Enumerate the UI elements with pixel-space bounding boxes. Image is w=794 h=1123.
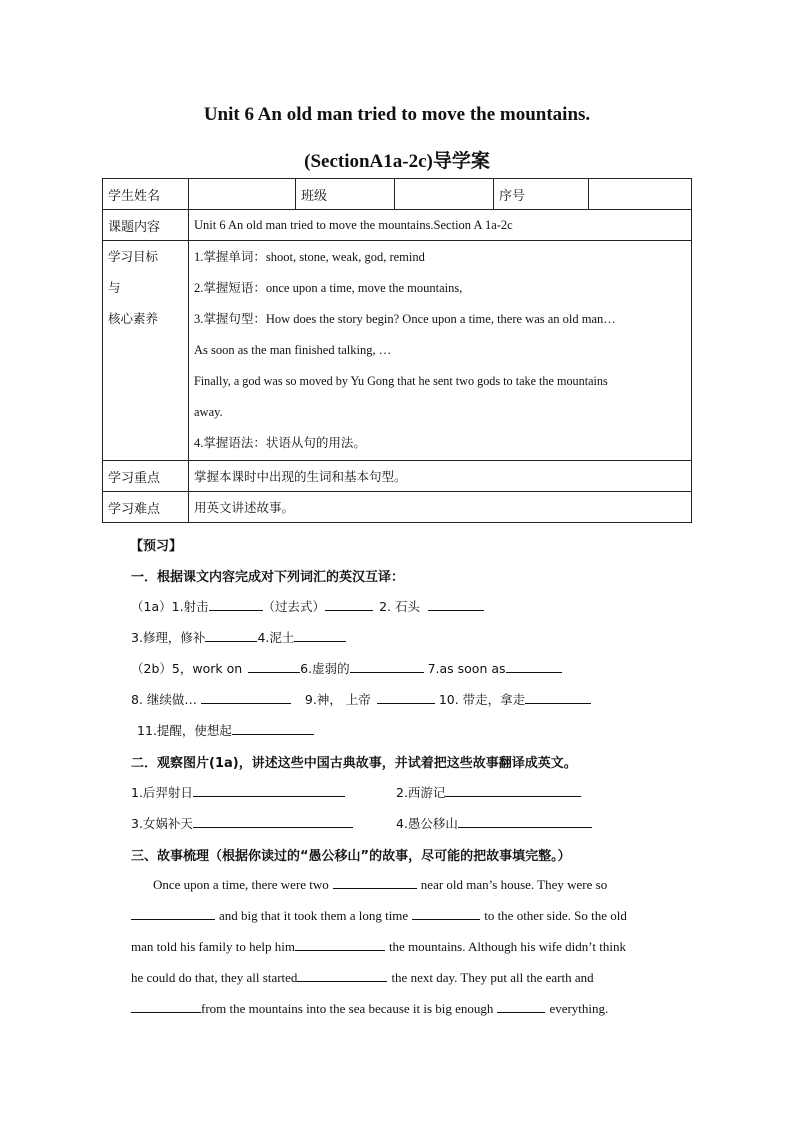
answer-blank[interactable] bbox=[294, 629, 346, 642]
answer-blank[interactable] bbox=[209, 598, 263, 611]
story-paragraph-line bbox=[131, 907, 627, 924]
answer-blank[interactable] bbox=[232, 722, 314, 735]
difficulties-label: 学习难点 bbox=[103, 492, 189, 523]
answer-blank[interactable] bbox=[205, 629, 257, 642]
objective-line: away. bbox=[194, 405, 223, 419]
objective-line: 4.掌握语法：状语从句的用法。 bbox=[194, 436, 366, 450]
objective-line: 2.掌握短语：once upon a time, move the mountains, bbox=[194, 281, 463, 295]
objectives-content bbox=[189, 241, 692, 461]
paragraph-text: he could do that, they all started bbox=[131, 970, 298, 985]
student-name-field[interactable] bbox=[189, 179, 296, 210]
vocab-item: （1a）1.射击 bbox=[131, 599, 209, 614]
objective-line: 3.掌握句型：How does the story begin? Once upon a time, there was an old man… bbox=[194, 312, 616, 326]
objectives-label-line: 与 bbox=[108, 280, 121, 295]
key-points-value: 掌握本课时中出现的生词和基本句型。 bbox=[189, 461, 692, 492]
paragraph-text: to the other side. So the old bbox=[484, 908, 627, 923]
objectives-label-line: 学习目标 bbox=[108, 249, 159, 264]
section2-title: 二．观察图片(1a)，讲述这些中国古典故事，并试着把这些故事翻译成英文。 bbox=[131, 756, 577, 771]
paragraph-text: near old man’s house. They were so bbox=[420, 877, 608, 892]
vocab-item: 4.泥土 bbox=[257, 630, 295, 645]
table-row bbox=[103, 492, 692, 523]
table-row bbox=[103, 461, 692, 492]
preview-heading: 【预习】 bbox=[130, 539, 183, 554]
topic-label: 课题内容 bbox=[103, 210, 189, 241]
vocab-item: 3.修理，修补 bbox=[131, 630, 206, 645]
story-item: 1.后羿射日 bbox=[131, 785, 193, 800]
story-item: 3.女娲补天 bbox=[131, 816, 193, 831]
answer-blank[interactable] bbox=[412, 907, 480, 920]
topic-value: Unit 6 An old man tried to move the mountains.Section A 1a-2c bbox=[189, 210, 692, 241]
student-name-label: 学生姓名 bbox=[103, 179, 189, 210]
answer-blank[interactable] bbox=[193, 815, 353, 828]
answer-blank[interactable] bbox=[350, 660, 424, 673]
answer-blank[interactable] bbox=[248, 660, 300, 673]
answer-blank[interactable] bbox=[377, 691, 435, 704]
story-row-3 bbox=[131, 814, 353, 832]
number-field[interactable] bbox=[589, 179, 692, 210]
document-subtitle: (SectionA1a-2c)导学案 bbox=[304, 151, 490, 172]
difficulties-value: 用英文讲述故事。 bbox=[189, 492, 692, 523]
table-row bbox=[103, 210, 692, 241]
story-item: 2.西游记 bbox=[396, 785, 446, 800]
answer-blank[interactable] bbox=[193, 784, 345, 797]
story-paragraph-line bbox=[131, 969, 594, 986]
vocab-item: 6.虚弱的 bbox=[300, 661, 350, 676]
class-field[interactable] bbox=[395, 179, 494, 210]
answer-blank[interactable] bbox=[506, 660, 562, 673]
answer-blank[interactable] bbox=[131, 1000, 201, 1013]
vocab-row-4 bbox=[131, 690, 591, 708]
objectives-label bbox=[103, 241, 189, 461]
table-row bbox=[103, 179, 692, 210]
vocab-row-2 bbox=[131, 628, 346, 646]
paragraph-text: the mountains. Although his wife didn’t think bbox=[388, 939, 626, 954]
class-label: 班级 bbox=[296, 179, 395, 210]
story-paragraph-line bbox=[131, 938, 626, 955]
objectives-label-line: 核心素养 bbox=[108, 311, 159, 326]
paragraph-text: the next day. They put all the earth and bbox=[391, 970, 594, 985]
answer-blank[interactable] bbox=[525, 691, 591, 704]
answer-blank[interactable] bbox=[445, 784, 581, 797]
answer-blank[interactable] bbox=[295, 938, 385, 951]
objective-line: 1.掌握单词：shoot, stone, weak, god, remind bbox=[194, 250, 425, 264]
answer-blank[interactable] bbox=[458, 815, 592, 828]
vocab-item: （过去式） bbox=[262, 599, 326, 614]
objective-line: As soon as the man finished talking, … bbox=[194, 343, 392, 357]
story-paragraph-line bbox=[131, 1000, 608, 1017]
number-label: 序号 bbox=[494, 179, 589, 210]
story-row-1 bbox=[131, 783, 345, 801]
vocab-item: 8. 继续做… bbox=[131, 692, 197, 707]
story-item: 4.愚公移山 bbox=[396, 816, 458, 831]
answer-blank[interactable] bbox=[333, 876, 417, 889]
paragraph-text: and big that it took them a long time bbox=[219, 908, 409, 923]
paragraph-text: everything. bbox=[549, 1001, 609, 1016]
vocab-item: 11.提醒，使想起 bbox=[137, 723, 232, 738]
table-row bbox=[103, 241, 692, 461]
vocab-item: 9.神， 上帝 bbox=[304, 692, 371, 707]
vocab-item: （2b）5，work on bbox=[131, 661, 243, 676]
answer-blank[interactable] bbox=[497, 1000, 545, 1013]
vocab-item: 10. 带走，拿走 bbox=[438, 692, 526, 707]
paragraph-text: from the mountains into the sea because it is big enough bbox=[201, 1001, 494, 1016]
story-paragraph-line bbox=[153, 876, 607, 893]
story-row-4 bbox=[396, 814, 592, 832]
paragraph-text: Once upon a time, there were two bbox=[153, 877, 329, 892]
vocab-item: 7.as soon as bbox=[427, 661, 506, 676]
info-table bbox=[102, 178, 692, 523]
answer-blank[interactable] bbox=[428, 598, 484, 611]
vocab-row-3 bbox=[131, 659, 562, 677]
answer-blank[interactable] bbox=[201, 691, 291, 704]
objective-line: Finally, a god was so moved by Yu Gong that he sent two gods to take the mountains bbox=[194, 374, 608, 388]
answer-blank[interactable] bbox=[131, 907, 215, 920]
vocab-row-5 bbox=[137, 721, 314, 739]
story-row-2 bbox=[396, 783, 581, 801]
key-points-label: 学习重点 bbox=[103, 461, 189, 492]
answer-blank[interactable] bbox=[297, 969, 387, 982]
vocab-row-1 bbox=[131, 597, 484, 615]
section1-title: 一．根据课文内容完成对下列词汇的英汉互译： bbox=[131, 570, 405, 585]
document-title: Unit 6 An old man tried to move the mountains. bbox=[203, 104, 591, 125]
vocab-item: 2. 石头 bbox=[379, 599, 420, 614]
section3-title: 三、故事梳理（根据你读过的“愚公移山”的故事，尽可能的把故事填完整。） bbox=[131, 849, 571, 864]
answer-blank[interactable] bbox=[325, 598, 373, 611]
paragraph-text: man told his family to help him bbox=[131, 939, 295, 954]
